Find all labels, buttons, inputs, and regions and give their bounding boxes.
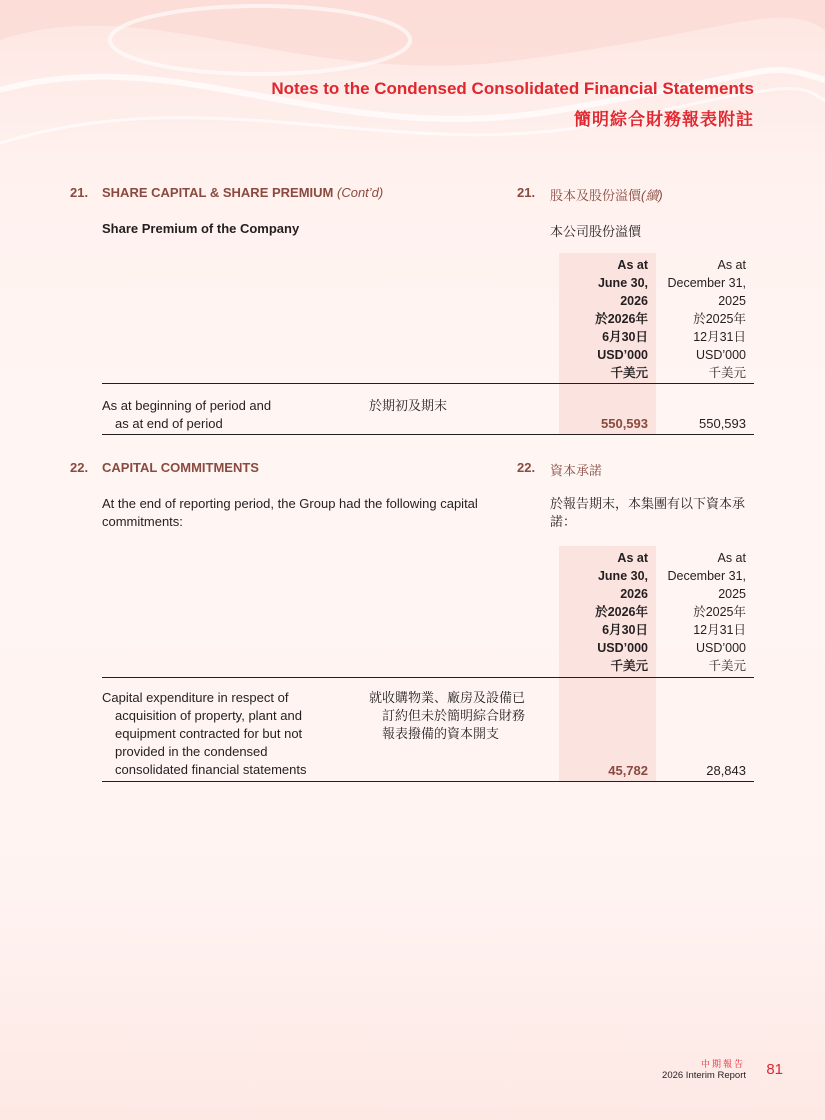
header-line: December 31, [667,276,746,290]
header-line: June 30, [597,569,648,583]
label-line: 就收購物業、廠房及設備已 [369,690,526,705]
section-22-title-zh: 資本承諾 [550,463,603,478]
header-line: 2026 [620,587,648,601]
table2-col-prior-header [667,549,746,675]
share-premium-subtitle-zh: 本公司股份溢價 [550,224,642,239]
label-line: As at beginning of period and [102,398,272,413]
header-line: As at [617,258,648,272]
header-line: USD’000 [597,641,648,655]
section-22-title-en: CAPITAL COMMITMENTS [102,460,259,475]
table1-top-rule [102,383,754,384]
table1-value-prior: 550,593 [699,416,746,431]
section-22-number-en: 22. [70,460,89,475]
table1-col-current-header [595,256,648,382]
table1-row-label-zh: 於期初及期末 [369,398,448,413]
label-line: 報表撥備的資本開支 [382,726,500,741]
label-line: acquisition of property, plant and [115,708,302,723]
header-line: 於2025年 [693,605,746,619]
header-line: December 31, [667,569,746,583]
section-21-number-zh: 21. [517,185,536,200]
table1-col-prior-header [667,256,746,382]
header-line: 12月31日 [693,330,746,344]
label-line: consolidated financial statements [115,762,307,777]
table2-row-label-en [102,689,307,779]
header-line: As at [617,551,648,565]
section-21-title-zh-text: 股本及股份溢價 [550,188,642,203]
header-line: 千美元 [610,659,648,673]
table2-col-current-header [595,549,648,675]
header-swirl-decoration [0,0,825,200]
label-line: provided in the condensed [115,744,268,759]
table2-bottom-rule [102,781,754,782]
header-line: USD’000 [695,641,746,655]
section-22-intro-en: At the end of reporting period, the Group had the following capital commitments: [102,496,478,529]
section-22-number-zh: 22. [517,460,536,475]
table2-row-label-zh [369,689,525,743]
header-line: 6月30日 [602,330,648,344]
header-line: 6月30日 [602,623,648,637]
header-line: 千美元 [708,659,746,673]
label-line: 訂約但未於簡明綜合財務 [382,708,526,723]
header-line: 12月31日 [693,623,746,637]
header-line: 千美元 [610,366,648,380]
table1-value-current: 550,593 [601,416,648,431]
section-21-contd-zh: (續) [641,188,663,203]
header-line: USD’000 [695,348,746,362]
header-line: USD’000 [597,348,648,362]
label-line: Capital expenditure in respect of [102,690,289,705]
label-line: as at end of period [115,416,223,431]
header-line: 2026 [620,294,648,308]
header-line: As at [717,551,746,565]
page-header-title-en: Notes to the Condensed Consolidated Financial Statements [271,79,754,98]
table1-bottom-rule [102,434,754,435]
table2-value-current: 45,782 [608,763,648,778]
header-line: June 30, [597,276,648,290]
header-line: 2025 [718,587,746,601]
share-premium-subtitle-en: Share Premium of the Company [102,221,300,236]
page-header-title-zh: 簡明綜合財務報表附註 [574,110,754,129]
header-line: 千美元 [708,366,746,380]
section-21-title-en [102,185,383,200]
page-number: 81 [766,1061,783,1078]
table2-top-rule [102,677,754,678]
section-21-title-text: SHARE CAPITAL & SHARE PREMIUM [102,185,334,200]
footer-report-title-en: 2026 Interim Report [662,1070,746,1081]
section-21-contd-en: (Cont’d) [337,185,384,200]
section-21-number-en: 21. [70,185,89,200]
footer-report-title-zh: 中期報告 [700,1059,745,1069]
header-line: As at [717,258,746,272]
header-line: 於2025年 [693,312,746,326]
table1-row-label-en [102,397,271,433]
header-line: 2025 [718,294,746,308]
header-line: 於2026年 [595,312,648,326]
section-22-intro-zh: 於報告期末，本集團有以下資本承諾： [550,496,746,529]
table2-value-prior: 28,843 [706,763,746,778]
section-21-title-zh [550,185,663,204]
header-line: 於2026年 [595,605,648,619]
label-line: equipment contracted for but not [115,726,303,741]
